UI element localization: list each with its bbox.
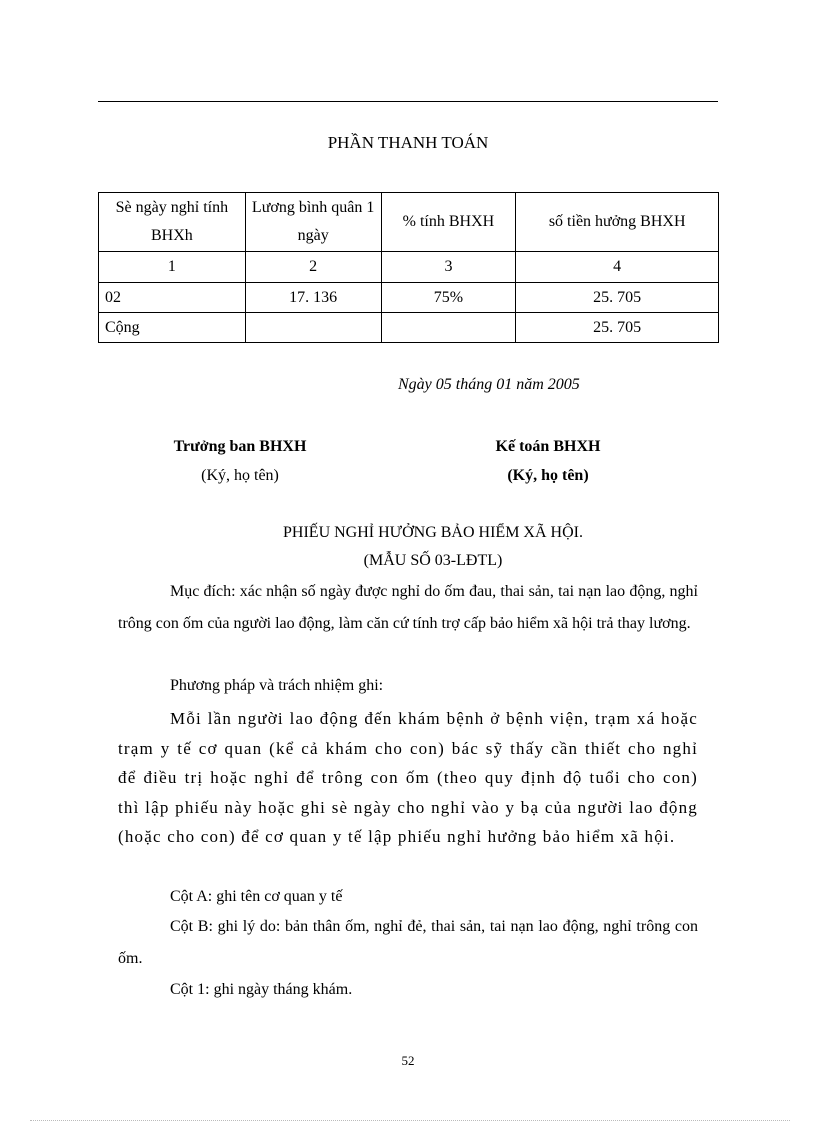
header-cell: Lương bình quân 1 ngày [245, 193, 381, 252]
method-paragraph: Mỗi lần người lao động đến khám bệnh ở bệnh viện, trạm xá hoặc trạm y tế cơ quan (kể cả khám cho con) bác sỹ thấy cần thiết cho nghỉ để điều trị hoặc nghỉ để trông con ốm (theo quy định độ tuổi cho con) thì lập phiếu này hoặc ghi sè ngày cho nghỉ vào y bạ của người lao động (hoặc cho con) để cơ quan y tế lập phiếu nghỉ hưởng bảo hiểm xã hội. [118, 709, 698, 846]
date-line: Ngày 05 tháng 01 năm 2005 [398, 376, 580, 393]
number-cell: 3 [381, 252, 516, 283]
table-cell [381, 313, 516, 343]
signature-subtitle: (Ký, họ tên) [201, 467, 279, 484]
purpose-paragraph: Mục đích: xác nhận số ngày được nghỉ do ốm đau, thai sản, tai nạn lao động, nghỉ trông con ốm của người lao động, làm căn cứ tính trợ cấp bảo hiểm xã hội trả thay lương. [118, 583, 698, 632]
header-rule [98, 101, 718, 102]
page-number: 52 [401, 1053, 415, 1068]
column-b-note: Cột B: ghi lý do: bản thân ốm, nghỉ đẻ, thai sản, tai nạn lao động, nghỉ trông con ốm. [118, 918, 698, 967]
signature-block-left [110, 432, 370, 490]
table-cell [245, 313, 381, 343]
form-title: PHIẾU NGHỈ HƯỞNG BẢO HIỂM XÃ HỘI. [283, 524, 583, 541]
footer-dotted-rule [30, 1120, 790, 1121]
column-1-note: Cột 1: ghi ngày tháng khám. [170, 981, 353, 998]
table-cell: Cộng [99, 313, 246, 343]
signature-block-right [418, 432, 678, 490]
table-cell: 25. 705 [516, 283, 719, 313]
table-cell: 25. 705 [516, 313, 719, 343]
table-number-row [99, 252, 719, 283]
number-cell: 4 [516, 252, 719, 283]
signature-subtitle: (Ký, họ tên) [507, 467, 589, 484]
signature-title: Kế toán BHXH [495, 438, 601, 455]
table-row [99, 283, 719, 313]
table-header-row [99, 193, 719, 252]
header-cell: % tính BHXH [381, 193, 516, 252]
table-cell: 17. 136 [245, 283, 381, 313]
method-heading: Phương pháp và trách nhiệm ghi: [170, 677, 384, 694]
form-code: (MẪU SỐ 03-LĐTL) [363, 552, 503, 569]
number-cell: 1 [99, 252, 246, 283]
column-a-note: Cột A: ghi tên cơ quan y tế [170, 888, 343, 905]
header-cell: Sè ngày nghỉ tính BHXh [99, 193, 246, 252]
payment-table [98, 192, 719, 343]
header-cell: số tiền hưởng BHXH [516, 193, 719, 252]
section-title: PHẦN THANH TOÁN [327, 133, 489, 152]
table-cell: 02 [99, 283, 246, 313]
number-cell: 2 [245, 252, 381, 283]
table-total-row [99, 313, 719, 343]
signature-title: Trưởng ban BHXH [173, 438, 307, 455]
table-cell: 75% [381, 283, 516, 313]
